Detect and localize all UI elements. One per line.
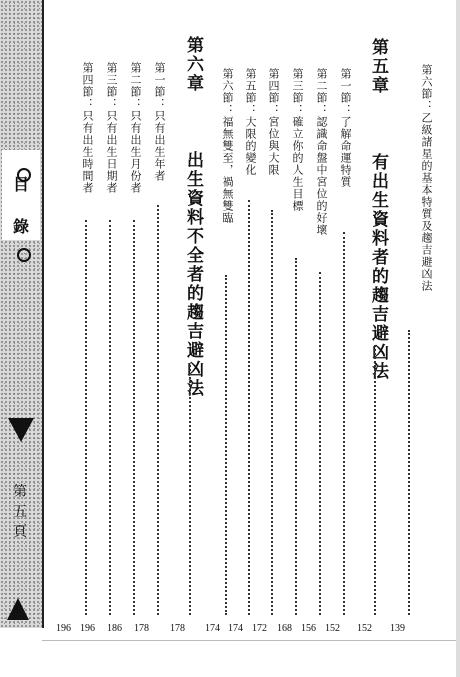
toc-entry-section: 第六節：乙級諸星的基本特質及趨吉避凶法 (420, 64, 433, 292)
toc-entry-section: 第一節：只有出生年者 (153, 62, 166, 182)
down-triangle-icon (8, 418, 34, 442)
leader-dots (133, 220, 135, 615)
page-number: 178 (134, 623, 149, 634)
toc-entry-section: 第二節：認識命盤中宮位的好壞 (315, 68, 328, 236)
contents-char-2: 錄 (12, 217, 29, 236)
page-number: 152 (325, 623, 340, 634)
leader-dots (189, 365, 191, 615)
page-label-char-2: 五 (13, 504, 27, 520)
chapter-heading: 第五章 有出生資料者的趨吉避凶法 (368, 38, 388, 381)
leader-dots (343, 232, 345, 615)
page-number: 139 (390, 623, 405, 634)
chapter-heading: 第六章 出生資料不全者的趨吉避凶法 (183, 36, 203, 398)
circle-mark-icon (17, 248, 31, 262)
leader-dots (248, 200, 250, 615)
toc-entry-section: 第四節：宮位與大限 (267, 68, 280, 176)
leader-dots (109, 220, 111, 615)
page-label (10, 482, 30, 542)
leader-dots (157, 205, 159, 615)
contents-label (6, 175, 36, 237)
page-number: 172 (252, 623, 267, 634)
page-label-char-3: 頁 (13, 524, 27, 540)
page-number: 196 (56, 623, 71, 634)
page-number: 178 (170, 623, 185, 634)
contents-char-1: 目 (12, 175, 29, 194)
toc-entry-section: 第一節：了解命運特質 (339, 68, 352, 188)
toc-entry-section: 第六節：福無雙至，禍無雙臨 (221, 68, 234, 224)
toc-entry-section: 第四節：只有出生時間者 (81, 62, 94, 194)
toc-entry-section: 第二節：只有出生月份者 (129, 62, 142, 194)
leader-dots (225, 275, 227, 615)
toc-entry-section: 第三節：確立你的人生目標 (291, 68, 304, 212)
leader-dots (85, 220, 87, 615)
bottom-divider (42, 640, 460, 641)
leader-dots (295, 258, 297, 615)
up-triangle-icon (7, 598, 29, 620)
leader-dots (271, 210, 273, 615)
leader-dots (319, 272, 321, 615)
page-number: 174 (205, 623, 220, 634)
toc-entry-section: 第五節：大限的變化 (244, 68, 257, 176)
leader-dots (374, 345, 376, 615)
page-number: 186 (107, 623, 122, 634)
page-number: 196 (80, 623, 95, 634)
toc-entry-section: 第三節：只有出生日期者 (105, 62, 118, 194)
page-number: 168 (277, 623, 292, 634)
page-number: 156 (301, 623, 316, 634)
page-number: 152 (357, 623, 372, 634)
page-number: 174 (228, 623, 243, 634)
page-label-char-1: 第 (13, 484, 27, 500)
right-edge (456, 0, 460, 677)
leader-dots (408, 330, 410, 615)
